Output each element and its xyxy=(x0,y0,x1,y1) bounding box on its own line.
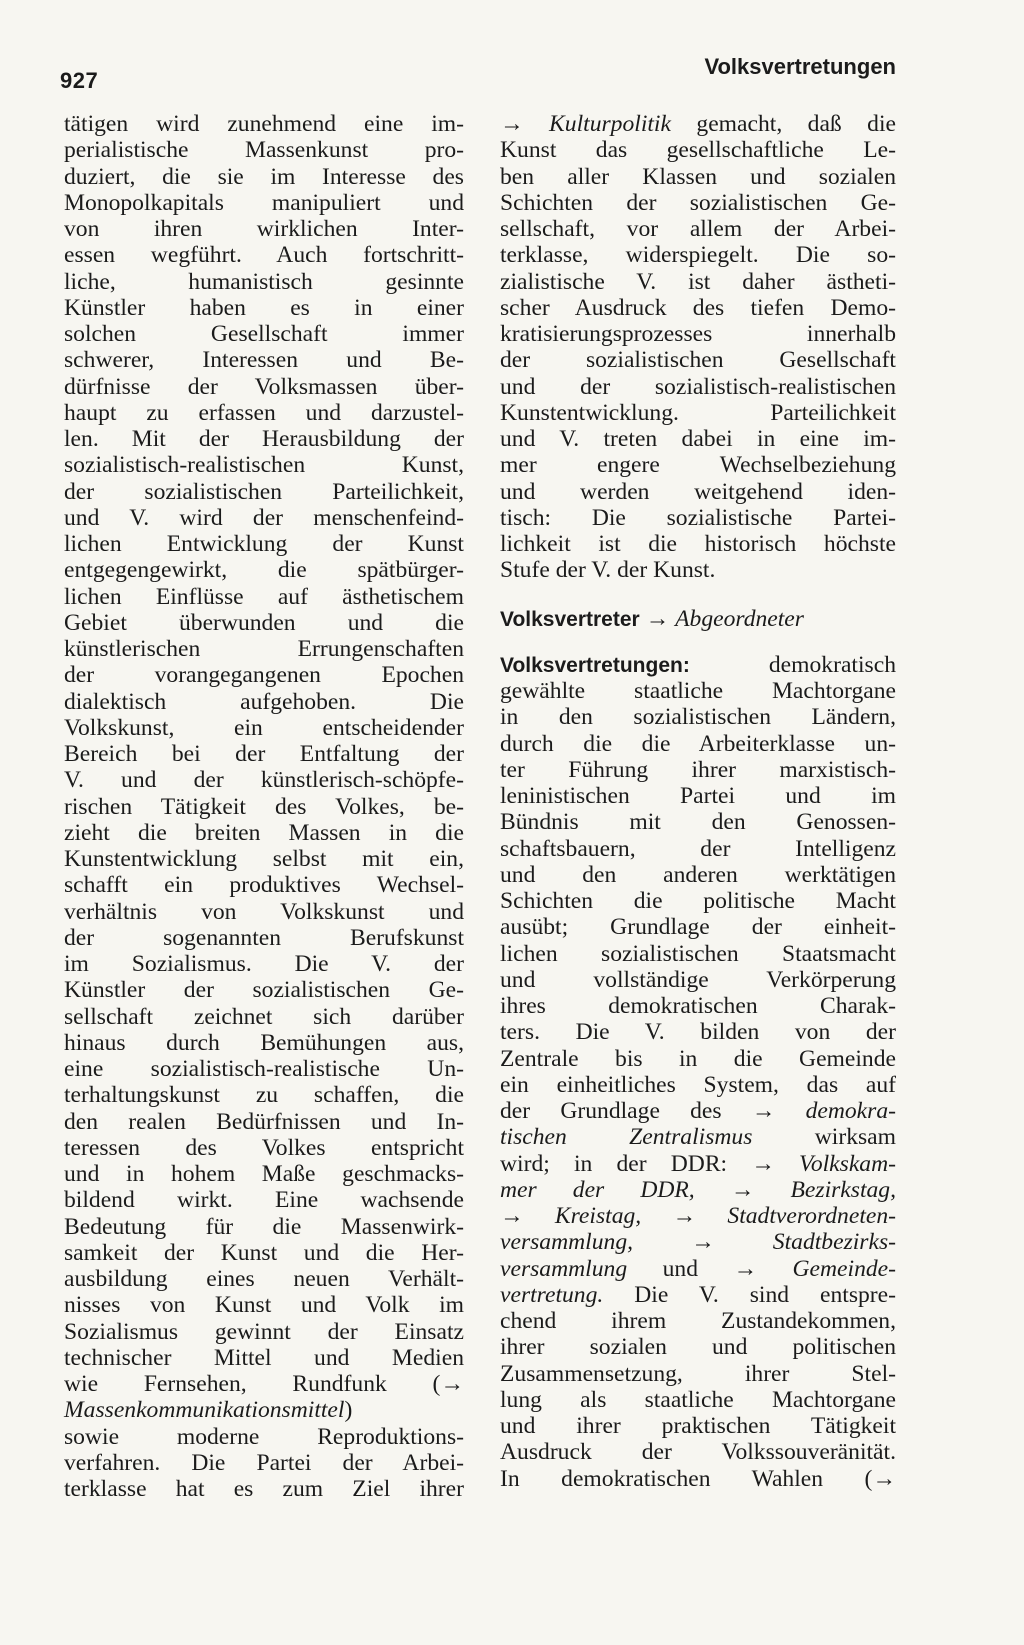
text-line: Stufe der V. der Kunst. xyxy=(500,557,716,584)
text-line: In demokratischen Wahlen (→ xyxy=(500,1465,896,1492)
text-line: terhaltungskunst zu schaffen, die xyxy=(64,1082,464,1109)
arrow-icon: → xyxy=(694,1176,791,1203)
text-line: ters. Die V. bilden von der xyxy=(500,1019,896,1046)
text-line: Bündnis mit den Genossen- xyxy=(500,809,896,836)
text-line: der vorangegangenen Epochen xyxy=(64,662,464,689)
text-line: und V. wird der menschenfeind- xyxy=(64,504,464,531)
text-line: sowie moderne Reproduktions- xyxy=(64,1423,464,1450)
arrow-icon: → xyxy=(641,1203,728,1229)
headword: Volksvertreter xyxy=(500,607,640,631)
left-column-tail xyxy=(64,1424,464,1503)
text-line: nisses von Kunst und Volk im xyxy=(64,1292,464,1319)
entry-tail xyxy=(500,1308,896,1492)
text-line xyxy=(500,111,896,137)
text-line: Monopolkapitals manipuliert und xyxy=(64,189,464,216)
text-line: Kunst das gesellschaftliche Le- xyxy=(500,137,896,164)
text-line: ihres demokratischen Charak- xyxy=(500,993,896,1019)
text-line: hinaus durch Bemühungen aus, xyxy=(64,1029,464,1056)
text-line: ausübt; Grundlage der einheit- xyxy=(500,914,896,941)
text-line: liche, humanistisch gesinnte xyxy=(64,268,464,295)
text-line: ein einheitliches System, das auf xyxy=(500,1071,896,1098)
text-line: durch die die Arbeiterklasse un- xyxy=(500,730,896,757)
cross-reference: Abgeordneter xyxy=(675,605,804,632)
text-line: eine sozialistisch-realistische Un- xyxy=(64,1056,464,1082)
text-line: dürfnisse der Volksmassen über- xyxy=(64,373,464,400)
text-line: verhältnis von Volkskunst und xyxy=(64,898,464,925)
text-line: und ihrer praktischen Tätigkeit xyxy=(500,1413,896,1439)
text-fragment: und xyxy=(627,1255,734,1282)
entry-volksvertretungen xyxy=(500,652,896,1492)
text-fragment: gemacht, daß die xyxy=(670,111,896,137)
cross-reference: Kreistag, xyxy=(523,1203,642,1229)
left-column-lines xyxy=(64,111,464,1397)
text-line: verfahren. Die Partei der Arbei- xyxy=(64,1449,464,1476)
text-line: Zentrale bis in die Gemeinde xyxy=(500,1045,896,1072)
text-line: künstlerischen Errungenschaften xyxy=(64,636,464,662)
continuation-text xyxy=(500,137,896,583)
text-line: dialektisch aufgehoben. Die xyxy=(64,688,464,715)
arrow-icon: → xyxy=(751,1150,775,1177)
entry-body xyxy=(500,678,896,1098)
text-line: Bedeutung für die Massenwirk- xyxy=(64,1213,464,1240)
text-line: haupt zu erfassen und darzustel- xyxy=(64,399,464,426)
text-fragment: wirksam xyxy=(752,1124,896,1151)
cross-reference: demokra- xyxy=(775,1098,896,1124)
text-line: ter Führung ihrer marxistisch- xyxy=(500,756,896,783)
running-head: Volksvertretungen xyxy=(704,54,896,79)
cross-reference: Bezirkstag, xyxy=(790,1176,897,1203)
cross-reference: mer der DDR, xyxy=(500,1176,695,1203)
arrow-icon: → xyxy=(751,1098,776,1124)
text-line xyxy=(500,1282,896,1308)
text-line: perialistische Massenkunst pro- xyxy=(64,137,464,164)
text-line xyxy=(500,1256,896,1282)
text-line: lichen Entwicklung der Kunst xyxy=(64,531,464,557)
text-line: und der sozialistisch-realistischen xyxy=(500,373,896,400)
cross-reference: Gemeinde- xyxy=(757,1255,897,1282)
text-line: terklasse hat es zum Ziel ihrer xyxy=(64,1476,464,1502)
text-line: chend ihrem Zustandekommen, xyxy=(500,1308,896,1334)
text-line xyxy=(500,1098,896,1124)
text-line: teressen des Volkes entspricht xyxy=(64,1134,464,1161)
cross-reference: Stadtbezirks- xyxy=(772,1229,896,1256)
text-line xyxy=(500,652,896,678)
text-line: und werden weitgehend iden- xyxy=(500,478,896,505)
text-line: kratisierungsprozesses innerhalb xyxy=(500,321,896,347)
arrow-icon: → xyxy=(733,1255,758,1282)
text-line: gewählte staatliche Machtorgane xyxy=(500,678,896,704)
text-line xyxy=(500,1203,896,1229)
cross-reference: versammlung, xyxy=(500,1229,634,1256)
text-line: lung als staatliche Machtorgane xyxy=(500,1386,896,1413)
left-column xyxy=(64,111,464,1502)
cross-reference: Massenkommunikationsmittel xyxy=(64,1397,345,1424)
text-line: terklasse, widerspiegelt. Die so- xyxy=(500,242,896,269)
arrow-icon: → xyxy=(500,111,524,137)
text-line: der sozialistischen Gesellschaft xyxy=(500,347,896,374)
text-line: zialistische V. ist daher ästheti- xyxy=(500,268,896,295)
text-line xyxy=(500,1177,896,1203)
text-line xyxy=(500,1124,896,1150)
text-fragment: der Grundlage des xyxy=(500,1098,752,1124)
text-line: solchen Gesellschaft immer xyxy=(64,321,464,347)
cross-reference: Stadtverordneten- xyxy=(727,1203,897,1229)
text-line: schwerer, Interessen und Be- xyxy=(64,347,464,374)
text-line: und in hohem Maße geschmacks- xyxy=(64,1161,464,1187)
text-line: im Sozialismus. Die V. der xyxy=(64,951,464,977)
text-line: ihrer sozialen und politischen xyxy=(500,1334,896,1361)
cross-reference: versammlung xyxy=(500,1255,628,1282)
text-line: Kunstentwicklung. Parteilichkeit xyxy=(500,399,896,426)
text-line: lichen sozialistischen Staatsmacht xyxy=(500,940,896,967)
text-line: von ihren wirklichen Inter- xyxy=(64,216,464,242)
text-line: V. und der künstlerisch-schöpfe- xyxy=(64,767,464,794)
text-line: lichen Einflüsse auf ästhetischem xyxy=(64,583,464,610)
text-line: schafft ein produktives Wechsel- xyxy=(64,872,464,899)
arrow-icon: → xyxy=(645,605,670,632)
text-line: samkeit der Kunst und die Her- xyxy=(64,1239,464,1266)
headword: Volksvertretungen: xyxy=(500,653,690,677)
text-line: schaftsbauern, der Intelligenz xyxy=(500,835,896,862)
text-line: sellschaft zeichnet sich darüber xyxy=(64,1003,464,1030)
text-line: Sozialismus gewinnt der Einsatz xyxy=(64,1318,464,1345)
arrow-icon: → xyxy=(633,1229,773,1256)
text-line: Gebiet überwunden und die xyxy=(64,609,464,636)
arrow-icon: → xyxy=(500,1203,524,1229)
text-line xyxy=(500,1151,896,1177)
text-line: rischen Tätigkeit des Volkes, be- xyxy=(64,793,464,820)
text-line xyxy=(500,1229,896,1255)
text-line: tisch: Die sozialistische Partei- xyxy=(500,504,896,531)
text-fragment: demokratisch xyxy=(689,651,896,678)
text-line: scher Ausdruck des tiefen Demo- xyxy=(500,294,896,321)
text-line: in den sozialistischen Ländern, xyxy=(500,704,896,731)
cross-reference: Volkskam- xyxy=(774,1150,896,1177)
text-line: Schichten die politische Macht xyxy=(500,888,896,914)
page-number: 927 xyxy=(60,68,99,93)
cross-reference: tischen Zentralismus xyxy=(500,1124,753,1151)
right-column xyxy=(500,111,896,1492)
text-line: und den anderen werktätigen xyxy=(500,861,896,888)
closing-paren: ) xyxy=(344,1397,353,1424)
text-line: entgegengewirkt, die spätbürger- xyxy=(64,557,464,584)
entry-gap xyxy=(500,584,896,606)
text-line: Schichten der sozialistischen Ge- xyxy=(500,189,896,216)
text-line: ben aller Klassen und sozialen xyxy=(500,163,896,190)
text-line: duziert, die sie im Interesse des xyxy=(64,163,464,190)
text-line: leninistischen Partei und im xyxy=(500,783,896,809)
text-line: der sozialistischen Parteilichkeit, xyxy=(64,478,464,505)
text-line: zieht die breiten Massen in die xyxy=(64,819,464,846)
text-line: essen wegführt. Auch fortschritt- xyxy=(64,242,464,269)
text-line: ausbildung eines neuen Verhält- xyxy=(64,1266,464,1292)
text-line xyxy=(64,1397,464,1423)
text-line: lichkeit ist die historisch höchste xyxy=(500,531,896,557)
text-line: len. Mit der Herausbildung der xyxy=(64,426,464,452)
entry-gap xyxy=(500,632,896,652)
text-line: und V. treten dabei in eine im- xyxy=(500,426,896,452)
text-line: sozialistisch-realistischen Kunst, xyxy=(64,452,464,479)
text-line: technischer Mittel und Medien xyxy=(64,1344,464,1371)
text-line: sellschaft, vor allem der Arbei- xyxy=(500,216,896,242)
text-line: und vollständige Verkörperung xyxy=(500,966,896,993)
text-line: mer engere Wechselbeziehung xyxy=(500,452,896,479)
text-line: Kunstentwicklung selbst mit ein, xyxy=(64,846,464,872)
text-line: Bereich bei der Entfaltung der xyxy=(64,741,464,767)
text-line: Künstler haben es in einer xyxy=(64,294,464,321)
text-line: Zusammensetzung, ihrer Stel- xyxy=(500,1360,896,1387)
text-line: den realen Bedürfnissen und In- xyxy=(64,1108,464,1135)
text-line: Künstler der sozialistischen Ge- xyxy=(64,977,464,1004)
text-line: Ausdruck der Volkssouveränität. xyxy=(500,1439,896,1466)
text-line: tätigen wird zunehmend eine im- xyxy=(64,111,464,137)
entry-volksvertreter xyxy=(500,606,896,632)
text-fragment: Die V. sind entspre- xyxy=(603,1281,896,1308)
cross-reference: Kulturpolitik xyxy=(549,111,671,137)
text-fragment: wird; in der DDR: xyxy=(500,1150,752,1177)
text-line: bildend wirkt. Eine wachsende xyxy=(64,1187,464,1214)
cross-reference: vertretung. xyxy=(500,1281,604,1308)
text-line: der sogenannten Berufskunst xyxy=(64,924,464,951)
text-line: wie Fernsehen, Rundfunk (→ xyxy=(64,1371,464,1397)
text-line: Volkskunst, ein entscheidender xyxy=(64,714,464,741)
